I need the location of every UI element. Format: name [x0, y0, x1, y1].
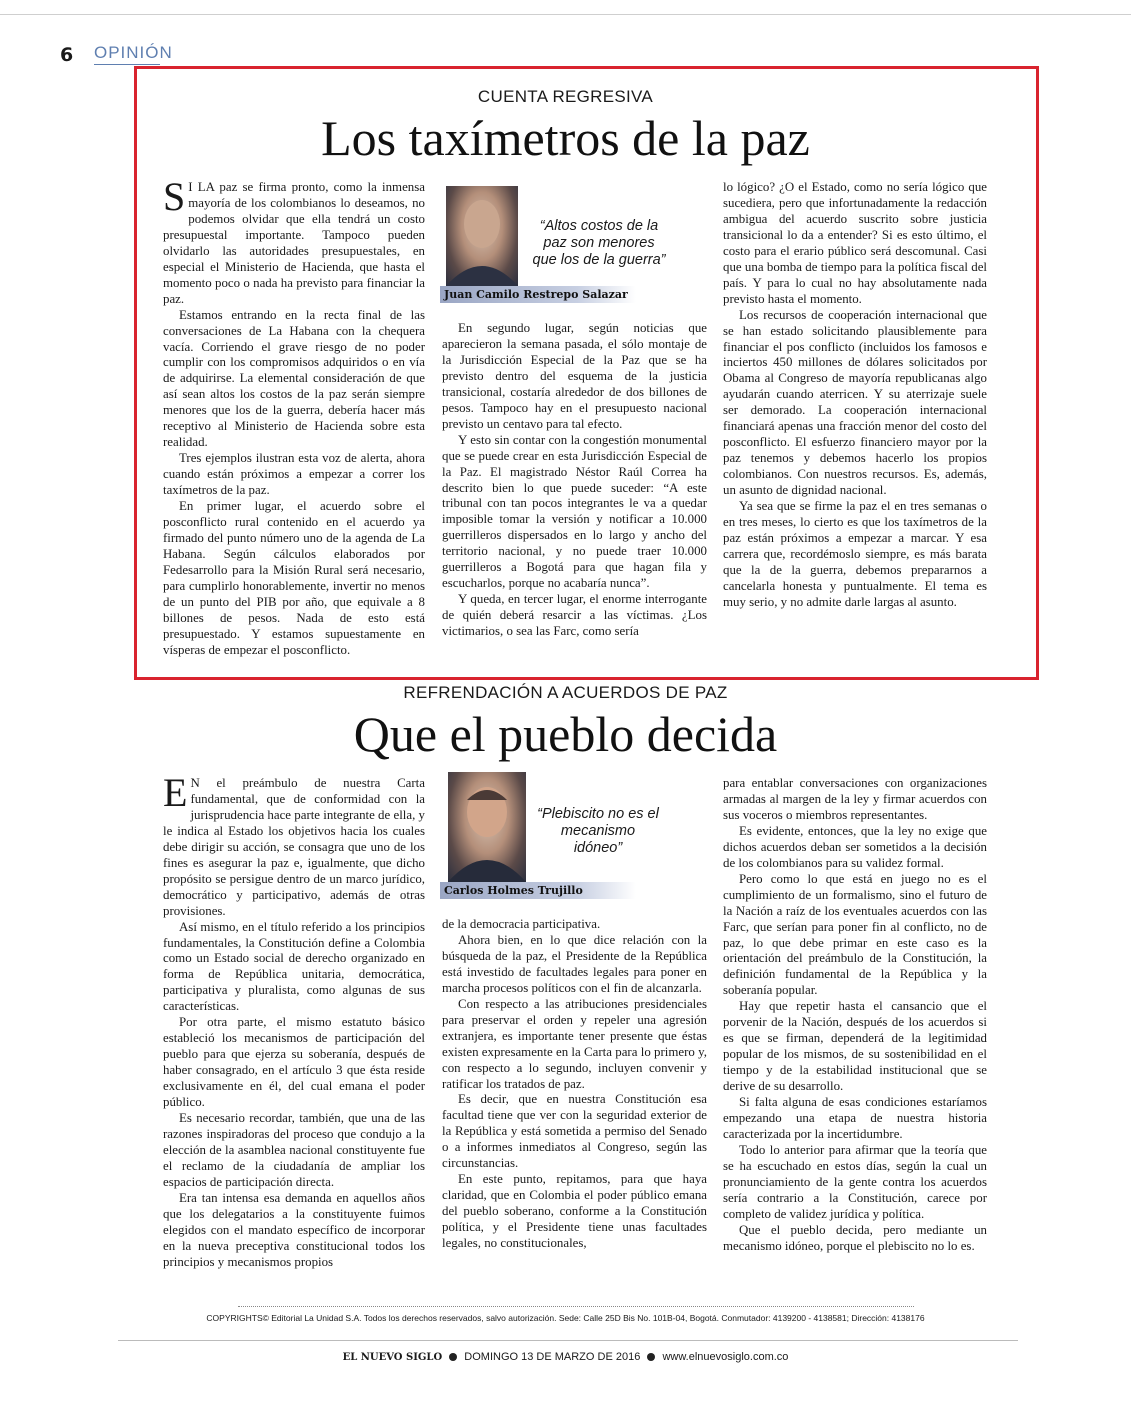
paragraph-text: Que el pueblo decida, pero mediante un mecanismo idóneo, porque el plebiscito no lo es.	[723, 1222, 987, 1253]
paragraph-text: En primer lugar, el acuerdo sobre el posconflicto rural contenido en el acuerdo ya firmado del punto número uno de la agenda de La Habana. Según cálculos elaborados por Fedesarrollo para la Misión Rural será necesario, para cumplirlo honorablemente, invertir no menos de un punto del PIB por año, que equivale a 8 billones de pesos. Nada de esto está presupuestado. Y estamos supuestamente en vísperas de empezar el posconflicto.	[163, 499, 425, 657]
paragraph	[723, 308, 987, 499]
paragraph-text: de la democracia participativa.	[442, 917, 601, 931]
section-label: OPINIÓN	[94, 43, 173, 62]
website-link[interactable]: www.elnuevosiglo.com.co	[662, 1351, 789, 1363]
paragraph	[442, 592, 707, 640]
article2-column-1	[163, 770, 425, 1271]
paragraph-text: Hay que repetir hasta el cansancio que el porvenir de la Nación, después de los acuerdos si es que se firman, dependerá de la legitimidad popular de los mismos, de su sostenibilidad en el tiempo y de la estabilidad institucional que se derive de su desarrollo.	[723, 999, 987, 1094]
bullet-icon	[647, 1353, 655, 1361]
section-underline	[94, 64, 160, 65]
article2-headline: Que el pueblo decida	[353, 706, 778, 762]
paragraph	[723, 1143, 987, 1223]
article2-kicker: REFRENDACIÓN A ACUERDOS DE PAZ	[403, 683, 728, 702]
paragraph	[442, 997, 707, 1093]
paragraph-text: Así mismo, en el título referido a los principios fundamentales, la Constitución define a Colombia como un Estado social de derecho organizado en forma de República unitaria, democrática, participativa y pluralista, como algunas de sus características.	[163, 919, 425, 1014]
paragraph-text: Estamos entrando en la recta final de las conversaciones de La Habana con la chequera vacía. Corriendo el grave riesgo de no poder cumplir con los compromisos adquiridos o en vía de adquirirse. La elemental consideración de que así sean altos los costos de la paz serán siempre menores que los de la guerra, debería hacer más receptivo al Ministerio de Hacienda sobre esta realidad.	[163, 307, 425, 450]
paragraph-text: Todo lo anterior para afirmar que la teoría que se ha escuchado en estos días, según la cual un pronunciamiento de la gente contra los acuerdos sería contrario a la Constitución, carece por completo de validez jurídica y política.	[723, 1142, 987, 1221]
paragraph-text: Los recursos de cooperación internacional que se han estado solicitando plausiblemente para financiar el pos conflicto (incluidos los famosos e inciertos 450 millones de dólares solicitados por Obama al Congreso de mayoría republicanas algo ayudarán cuando aterricen. Y su aterrizaje suele ser demorado. La cooperación internacional financiará apenas una fracción menor del costo del posconflicto. El esfuerzo financiero mayor por la paz tenemos y debemos hacerlo los propios colombianos. Con nuestros recursos. Es, además, un asunto de dignidad nacional.	[723, 307, 987, 498]
article1-pullquote: “Altos costos de la paz son menores que los de la guerra”	[532, 218, 666, 268]
article2-column-2	[442, 917, 707, 1252]
paragraph-text: Por otra parte, el mismo estatuto básico estableció los mecanismos de participación del pueblo para que ejerza su soberanía, después de haber consagrado, en el artículo 3 que ésta reside exclusivamente en él, del cual emana el poder público.	[163, 1015, 425, 1110]
article1-headline: Los taxímetros de la paz	[321, 110, 810, 166]
paragraph-text: Y esto sin contar con la congestión monumental que se puede crear en esta Jurisdicción Especial de la Paz. El magistrado Néstor Raúl Correa ha descrito bien lo que puede suceder: “A este tribunal con tan pocos integrantes le va a quedar imposible tomar la versión y notificar a 10.000 guerrilleros dispersados en lo largo y ancho del territorio nacional, y no puede traer 10.000 guerrilleros a Bogotá para que hagan fila y escucharlos, porque no acabaría nunca”.	[442, 432, 707, 591]
bullet-icon	[449, 1353, 457, 1361]
paragraph-text: I LA paz se firma pronto, como la inmensa mayoría de los colombianos lo deseamos, no podemos olvidar que ella tendrá un costo presupuestal importante. Tampoco pueden olvidarlo las autoridades presupuestales, en especial el Ministerio de Hacienda, que hasta el momento poco o nada ha previsto para financiar la paz.	[163, 180, 425, 306]
article1-column-1	[163, 174, 425, 659]
paragraph	[163, 1191, 425, 1271]
portrait-icon	[446, 186, 518, 286]
drop-cap: E	[163, 770, 188, 815]
paragraph-text: Ya sea que se firme la paz el en tres semanas o en tres meses, lo cierto es que los taxímetros de la paz están próximos a empezar a marcar. Y esa carrera que, recordémoslo siempre, es más barata que la de la guerra, debemos prepararnos a cancelarla honesta y puntualmente. El tema es muy serio, y no admite darle largas al asunto.	[723, 499, 987, 609]
paragraph	[723, 1223, 987, 1255]
copyright-line: COPYRIGHTS© Editorial La Unidad S.A. Todos los derechos reservados, salvo autorización. Sede: Calle 25D Bis No. 101B-04, Bogotá. Conmutador: 4139200 - 4138581; Dirección: 4138176	[206, 1313, 925, 1323]
paragraph-text: Tres ejemplos ilustran esta voz de alerta, ahora cuando están próximos a empezar a correr los taxímetros de la paz.	[163, 451, 425, 498]
paragraph-text: Era tan intensa esa demanda en aquellos años que los delegatarios a la constituyente fuimos elegidos con el mandato específico de incorporar en la nueva preceptiva constitucional todos los principios y mecanismos propios	[163, 1190, 425, 1269]
paragraph-text: Es evidente, entonces, que la ley no exige que dichos acuerdos deban ser sometidos a la decisión de los colombianos para su validez formal.	[723, 823, 987, 870]
masthead-logo: EL NUEVO SIGLO	[342, 1352, 443, 1363]
article1-author-photo	[446, 186, 518, 286]
paragraph	[442, 1172, 707, 1252]
article1-column-2	[442, 321, 707, 640]
article1-kicker: CUENTA REGRESIVA	[477, 87, 654, 106]
paragraph	[442, 917, 707, 933]
footer-masthead	[0, 1351, 1131, 1363]
paragraph	[163, 499, 425, 659]
paragraph-text: Es decir, que en nuestra Constitución esa facultad tiene que ver con la seguridad exterior de la República y está sometida a permiso del Senado o a informes inmediatos al Congreso, según las circunstancias.	[442, 1092, 707, 1171]
top-rule	[0, 14, 1131, 15]
paragraph	[163, 1111, 425, 1191]
article2-column-3	[723, 776, 987, 1255]
page-number: 6	[60, 44, 74, 66]
paragraph	[723, 872, 987, 1000]
masthead-rule	[118, 1340, 1018, 1341]
article2-author-box	[440, 770, 659, 900]
issue-date: DOMINGO 13 DE MARZO DE 2016	[464, 1351, 641, 1363]
paragraph-text: N el preámbulo de nuestra Carta fundamental, que de conformidad con la jurisprudencia hace parte integrante de ella, y le indica al Estado los objetivos hacia los cuales debe dirigir su acción, se consagra que uno de los fines es asegurar la paz e, igualmente, que dicho propósito se persigue dentro de un marco jurídico, democrático y participativo, además de otras provisiones.	[163, 776, 425, 918]
paragraph-text: para entablar conversaciones con organizaciones armadas al margen de la ley y firmar acuerdos con sus voceros o miembros representantes.	[723, 776, 987, 822]
paragraph	[723, 776, 987, 824]
paragraph	[442, 933, 707, 997]
paragraph	[163, 1015, 425, 1111]
paragraph-text: lo lógico? ¿O el Estado, como no sería lógico que sucediera, pero que infortunadamente la redacción ambigua del acuerdo suscrito sobre justicia transicional lo da a entender? Si es esto último, el costo para el erario público será descomunal. Casi que una bomba de tiempo para la política fiscal del país. Y para lo cual no hay absolutamente nada previsto hasta el momento.	[723, 180, 987, 306]
article1-author-box	[440, 182, 666, 304]
paragraph-text: Pero como lo que está en juego no es el cumplimiento de un formalismo, sino el futuro de la Nación a raíz de los eventuales acuerdos con las Farc, que serían para poner fin al conflicto, no de paz, lo que debe primar en este caso es la orientación del preámbulo de la Constitución, la definición fundamental de la República y la soberanía popular.	[723, 871, 987, 998]
paragraph-text: En este punto, repitamos, para que haya claridad, que en Colombia el poder público emana del pueblo soberano, conforme a la Constitución política, y el Presidente tiene unas facultades legales, no constitucionales,	[442, 1172, 707, 1251]
paragraph	[442, 1092, 707, 1172]
paragraph	[723, 1095, 987, 1143]
portrait-icon	[448, 772, 526, 882]
paragraph	[723, 999, 987, 1095]
paragraph	[442, 321, 707, 433]
paragraph-text: Con respecto a las atribuciones presidenciales para preservar el orden y repeler una agresión extranjera, es importante tener presente que éstas existen expresamente en la Carta para lo primero y, con respecto a lo segundo, incluyen convenir y ratificar los tratados de paz.	[442, 996, 707, 1091]
paragraph	[163, 770, 425, 920]
paragraph-text: Y queda, en tercer lugar, el enorme interrogante de quién deberá resarcir a las víctimas. ¿Los victimarios, o sea las Farc, como sería	[442, 592, 707, 639]
paragraph	[723, 499, 987, 611]
paragraph	[163, 308, 425, 452]
article2-author-photo	[448, 772, 526, 882]
paragraph	[723, 824, 987, 872]
paragraph	[723, 180, 987, 308]
footer-rule	[238, 1306, 914, 1307]
article2-pullquote: “Plebiscito no es el mecanismo idóneo”	[537, 806, 659, 856]
article1-byline: Juan Camilo Restrepo Salazar	[440, 286, 636, 303]
paragraph	[442, 433, 707, 593]
drop-cap: S	[163, 174, 186, 219]
paragraph	[163, 451, 425, 499]
paragraph	[163, 174, 425, 308]
paragraph-text: Es necesario recordar, también, que una de las razones inspiradoras del proceso que condujo a la elección de la asamblea nacional constituyente fue el reclamo de la ciudadanía de ampliar los espacios de participación directa.	[163, 1111, 425, 1189]
paragraph	[163, 920, 425, 1016]
article1-column-3	[723, 180, 987, 611]
article2-byline: Carlos Holmes Trujillo	[440, 882, 636, 899]
paragraph-text: Si falta alguna de esas condiciones estaríamos empezando una etapa de nuestra historia caracterizada por la incertidumbre.	[723, 1095, 987, 1141]
paragraph-text: En segundo lugar, según noticias que aparecieron la semana pasada, el sólo montaje de la Jurisdicción Especial de la Paz que se ha previsto dentro del esquema de la justicia transicional, costaría alrededor de dos billones de pesos. Tampoco hay en el presupuesto nacional previsto un centavo para tal efecto.	[442, 321, 707, 431]
paragraph-text: Ahora bien, en lo que dice relación con la búsqueda de la paz, el Presidente de la República está investido de facultades legales para poner en marcha procesos políticos con el fin de alcanzarla.	[442, 932, 707, 995]
